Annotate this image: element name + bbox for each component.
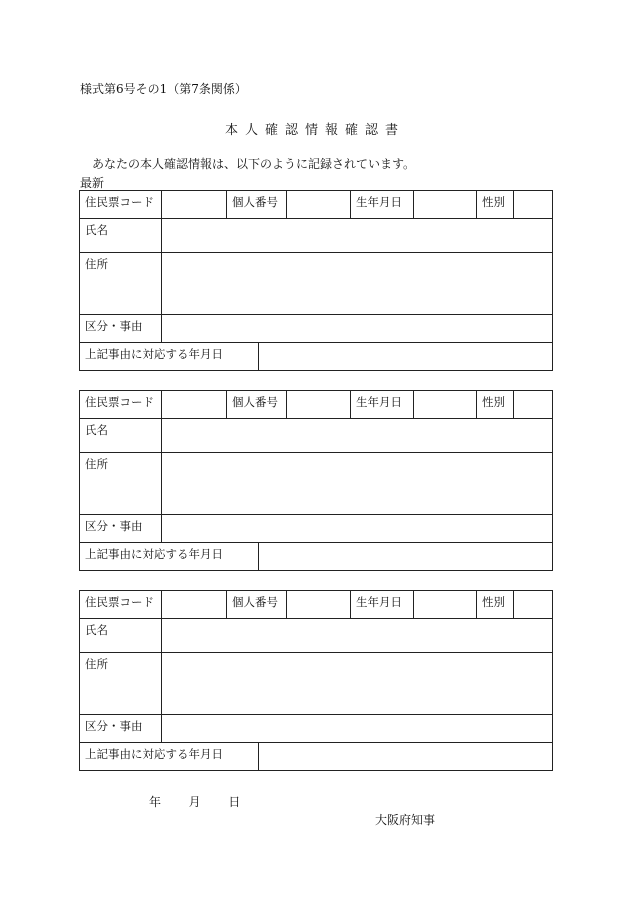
record-table-3 bbox=[79, 590, 553, 771]
name-value bbox=[162, 419, 553, 453]
category-reason-value bbox=[162, 515, 553, 543]
reason-date-value bbox=[259, 543, 553, 571]
category-reason-value bbox=[162, 315, 553, 343]
individual-number-label: 個人番号 bbox=[227, 191, 287, 219]
reason-date-label: 上記事由に対応する年月日 bbox=[80, 343, 259, 371]
category-reason-label: 区分・事由 bbox=[80, 715, 162, 743]
reason-date-label: 上記事由に対応する年月日 bbox=[80, 543, 259, 571]
intro-text: あなたの本人確認情報は、以下のように記録されています。 bbox=[92, 157, 416, 171]
sex-value bbox=[514, 591, 553, 619]
address-label: 住所 bbox=[80, 253, 162, 315]
individual-number-label: 個人番号 bbox=[227, 591, 287, 619]
sex-label: 性別 bbox=[477, 191, 514, 219]
birth-date-label: 生年月日 bbox=[351, 191, 414, 219]
birth-date-value bbox=[414, 191, 477, 219]
reason-date-value bbox=[259, 343, 553, 371]
record-table-1 bbox=[79, 190, 553, 371]
address-value bbox=[162, 653, 553, 715]
birth-date-label: 生年月日 bbox=[351, 391, 414, 419]
sex-value bbox=[514, 391, 553, 419]
address-label: 住所 bbox=[80, 653, 162, 715]
name-value bbox=[162, 219, 553, 253]
individual-number-label: 個人番号 bbox=[227, 391, 287, 419]
individual-number-value bbox=[287, 391, 351, 419]
category-reason-label: 区分・事由 bbox=[80, 315, 162, 343]
birth-date-label: 生年月日 bbox=[351, 591, 414, 619]
individual-number-value bbox=[287, 191, 351, 219]
name-label: 氏名 bbox=[80, 619, 162, 653]
document-title: 本人確認情報確認書 bbox=[224, 123, 405, 138]
reason-date-value bbox=[259, 743, 553, 771]
name-label: 氏名 bbox=[80, 419, 162, 453]
address-value bbox=[162, 253, 553, 315]
name-label: 氏名 bbox=[80, 219, 162, 253]
month-label: 月 bbox=[188, 795, 201, 809]
issue-date bbox=[149, 793, 240, 810]
sex-label: 性別 bbox=[477, 391, 514, 419]
address-label: 住所 bbox=[80, 453, 162, 515]
address-value bbox=[162, 453, 553, 515]
resident-code-value bbox=[162, 591, 227, 619]
resident-code-label: 住民票コード bbox=[80, 191, 162, 219]
record-table-2 bbox=[79, 390, 553, 571]
resident-code-label: 住民票コード bbox=[80, 591, 162, 619]
day-label: 日 bbox=[228, 795, 241, 809]
birth-date-value bbox=[414, 391, 477, 419]
resident-code-label: 住民票コード bbox=[80, 391, 162, 419]
birth-date-value bbox=[414, 591, 477, 619]
latest-label: 最新 bbox=[80, 176, 105, 190]
year-label: 年 bbox=[149, 795, 162, 809]
sex-label: 性別 bbox=[477, 591, 514, 619]
form-number: 様式第6号その1（第7条関係） bbox=[80, 82, 247, 96]
resident-code-value bbox=[162, 191, 227, 219]
name-value bbox=[162, 619, 553, 653]
issuer-name: 大阪府知事 bbox=[375, 813, 436, 827]
reason-date-label: 上記事由に対応する年月日 bbox=[80, 743, 259, 771]
individual-number-value bbox=[287, 591, 351, 619]
category-reason-value bbox=[162, 715, 553, 743]
sex-value bbox=[514, 191, 553, 219]
resident-code-value bbox=[162, 391, 227, 419]
category-reason-label: 区分・事由 bbox=[80, 515, 162, 543]
